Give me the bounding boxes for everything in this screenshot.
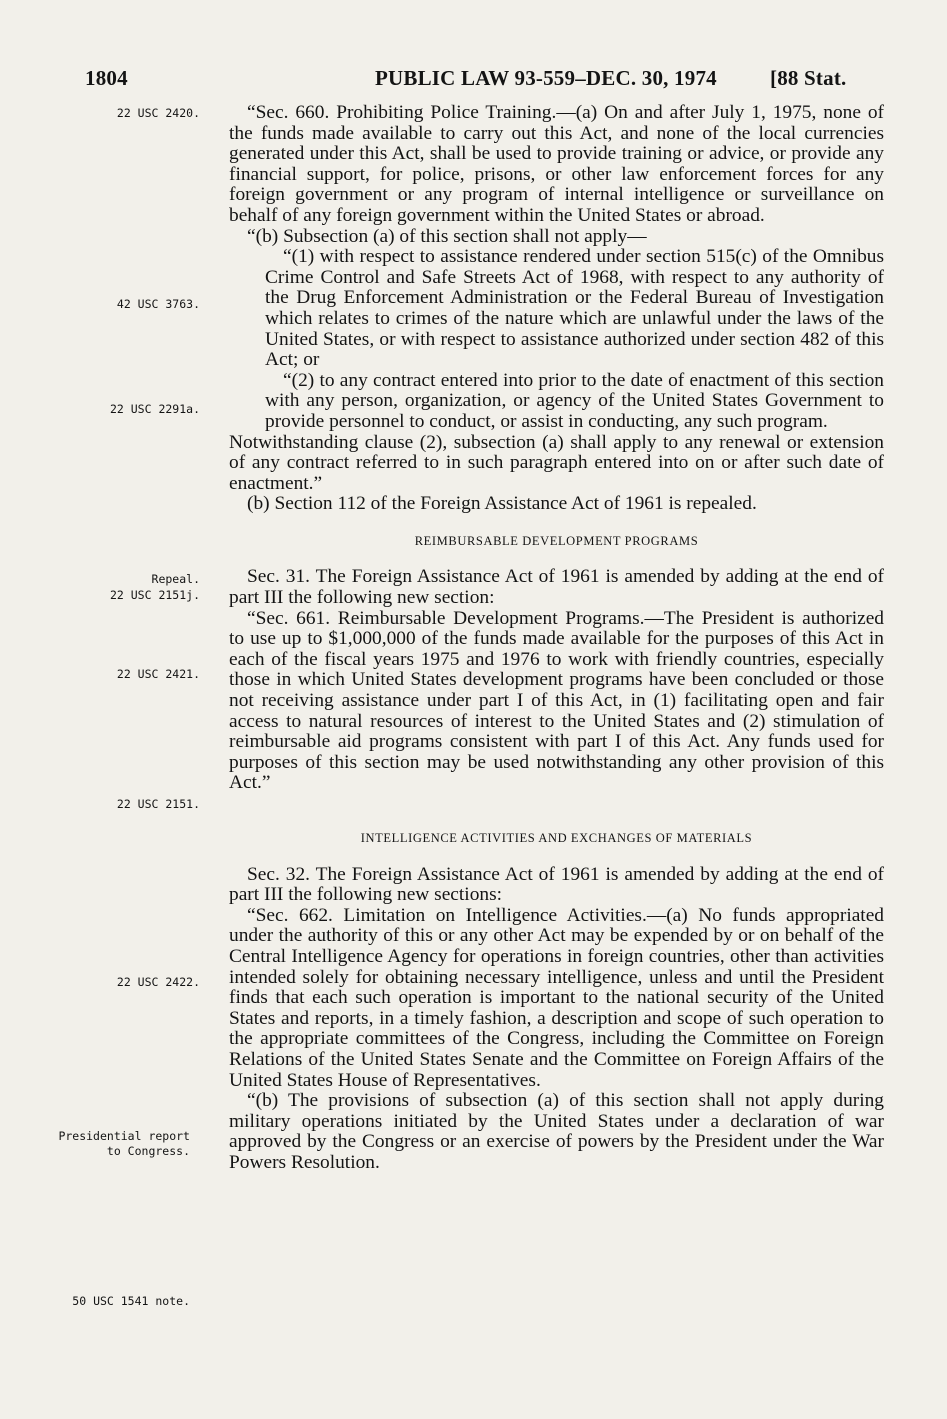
margin-note-22-usc-2422: 22 USC 2422. (116, 975, 200, 989)
sec-660-b2-paragraph: “(2) to any contract entered into prior to the date of enactment of this section with any person, organization, or agency of the United States Government to provide personnel to conduct, or assist in conducting, any such program. (265, 369, 884, 432)
margin-note-42-usc-3763: 42 USC 3763. (116, 297, 200, 311)
heading-reimbursable-development: REIMBURSABLE DEVELOPMENT PROGRAMS (414, 533, 699, 548)
statute-reference: [88 Stat. (770, 66, 847, 90)
sec-660-paragraph: “Sec. 660. Prohibiting Police Training.—(a) On and after July 1, 1975, none of the funds made available to carry out this Act, and none of the local currencies generated under this Act, shall be used to provide training or advice, or provide any financial support, for police, prisons, or other law enforcement forces for any foreign government or any program of internal intelligence or surveillance on behalf of any foreign government within the United States or abroad. (229, 102, 884, 226)
sec-31-paragraph: Sec. 31. The Foreign Assistance Act of 1961 is amended by adding at the end of part III the following new section: (229, 566, 884, 609)
margin-note-presidential-report: Presidential report to Congress. (58, 1129, 190, 1158)
sec-112-repeal-paragraph: (b) Section 112 of the Foreign Assistance Act of 1961 is repealed. (247, 493, 757, 515)
sec-660-b-paragraph: “(b) Subsection (a) of this section shall not apply— (247, 225, 647, 247)
margin-note-22-usc-2420: 22 USC 2420. (116, 106, 200, 120)
margin-note-22-usc-2421: 22 USC 2421. (116, 667, 200, 681)
margin-note-repeal: Repeal. (151, 572, 200, 586)
margin-note-22-usc-2291a: 22 USC 2291a. (109, 402, 200, 416)
sec-32-paragraph: Sec. 32. The Foreign Assistance Act of 1961 is amended by adding at the end of part III the following new sections: (229, 863, 884, 906)
sec-662-paragraph: “Sec. 662. Limitation on Intelligence Activities.—(a) No funds appropriated under the authority of this or any other Act may be expended by or on behalf of the Central Intelligence Agency for operations in foreign countries, other than activities intended solely for obtaining necessary intelligence, unless and until the President finds that each such operation is important to the national security of the United States and reports, in a timely fashion, a description and scope of such operation to the appropriate committees of the Congress, including the Committee on Foreign Relations of the United States Senate and the Committee on Foreign Affairs of the United States House of Representatives. (229, 904, 884, 1091)
page-title: PUBLIC LAW 93-559–DEC. 30, 1974 (375, 66, 717, 90)
sec-661-paragraph: “Sec. 661. Reimbursable Development Programs.—The President is authorized to use up to $1,000,000 of the funds made available for the purposes of this Act in each of the fiscal years 1975 and 1976 to work with friendly countries, especially those in which United States development programs have been concluded or those not receiving assistance under part I of this Act, in (1) facilitating open and fair access to natural resources of interest to the United States and (2) stimulation of reimbursable aid programs consistent with part I of this Act. Any funds used for purposes of this section may be used notwithstanding any other provision of this Act.” (229, 607, 884, 794)
heading-intelligence-activities: INTELLIGENCE ACTIVITIES AND EXCHANGES OF MATERIALS (360, 831, 753, 845)
page-number: 1804 (85, 66, 128, 90)
sec-662-b-paragraph: “(b) The provisions of subsection (a) of this section shall not apply during military operations initiated by the United States under a declaration of war approved by the Congress or an exercise of powers by the President under the War Powers Resolution. (229, 1090, 884, 1173)
body-text (229, 103, 884, 1174)
margin-note-22-usc-2151j: 22 USC 2151j. (109, 588, 200, 602)
sec-660-b1-paragraph: “(1) with respect to assistance rendered under section 515(c) of the Omnibus Crime Control and Safe Streets Act of 1968, with respect to any authority of the Drug Enforcement Administration or the Federal Bureau of Investigation which relates to crimes of the nature which are unlawful under the laws of the United States, or with respect to assistance authorized under section 482 of this Act; or (265, 246, 884, 371)
notwithstanding-paragraph: Notwithstanding clause (2), subsection (a) shall apply to any renewal or extension of any contract referred to in such paragraph entered into on or after such date of enactment.” (229, 431, 884, 494)
margin-note-50-usc-1541: 50 USC 1541 note. (72, 1294, 190, 1308)
margin-note-22-usc-2151: 22 USC 2151. (116, 797, 200, 811)
